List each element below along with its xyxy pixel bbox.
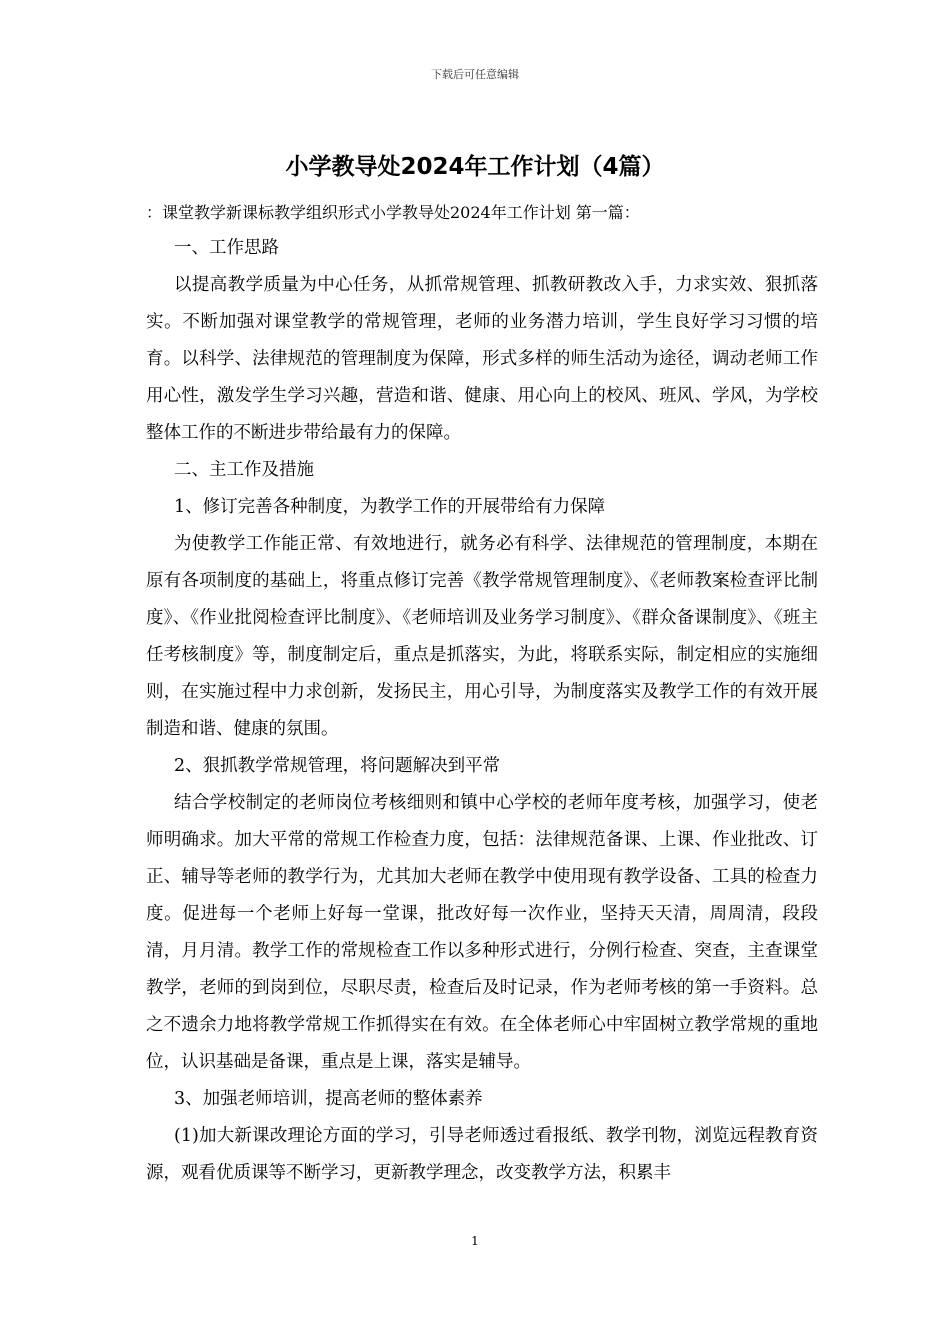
subsection-heading-1: 1、修订完善各种制度，为教学工作的开展带给有力保障	[174, 497, 606, 517]
subsection-heading-2: 2、狠抓教学常规管理，将问题解决到平常	[174, 756, 501, 776]
page-number: 1	[471, 1234, 479, 1248]
paragraph: 为使教学工作能正常、有效地进行，就务必有科学、法律规范的管理制度，本期在原有各项制度的基础上，将重点修订完善《教学常规管理制度》、《老师教案检查评比制度》、《作业批阅检查评比制度》、《老师培训及业务学习制度》、《群众备课制度》、《班主任考核制度》等，制度制定后，重点是抓落实，为此，将联系实际，制定相应的实施细则，在实施过程中力求创新，发扬民主，用心引导，为制度落实及教学工作的有效开展制造和谐、健康的氛围。	[146, 534, 818, 739]
section-heading-2: 二、主工作及措施	[174, 460, 314, 480]
subtitle-line: ：课堂教学新课标教学组织形式小学教导处2024年工作计划 第一篇：	[146, 203, 640, 222]
document-title: 小学教导处2024年工作计划（4篇）	[285, 154, 665, 180]
paragraph: (1)加大新课改理论方面的学习，引导老师透过看报纸、教学刊物，浏览远程教育资源，观看优质课等不断学习，更新教学理念，改变教学方法，积累丰	[146, 1126, 818, 1183]
section-heading-1: 一、工作思路	[174, 238, 279, 258]
paragraph: 以提高教学质量为中心任务，从抓常规管理、抓教研教改入手，力求实效、狠抓落实。不断加强对课堂教学的常规管理，老师的业务潜力培训，学生良好学习习惯的培育。以科学、法律规范的管理制度为保障，形式多样的师生活动为途径，调动老师工作用心性，激发学生学习兴趣，营造和谐、健康、用心向上的校风、班风、学风，为学校整体工作的不断进步带给最有力的保障。	[146, 275, 818, 443]
paragraph: 结合学校制定的老师岗位考核细则和镇中心学校的老师年度考核，加强学习，使老师明确求。加大平常的常规工作检查力度，包括：法律规范备课、上课、作业批改、订正、辅导等老师的教学行为，尤其加大老师在教学中使用现有教学设备、工具的检查力度。促进每一个老师上好每一堂课，批改好每一次作业，坚持天天清，周周清，段段清，月月清。教学工作的常规检查工作以多种形式进行，分例行检查、突查，主查课堂教学，老师的到岗到位，尽职尽责，检查后及时记录，作为老师考核的第一手资料。总之不遗余力地将教学常规工作抓得实在有效。在全体老师心中牢固树立教学常规的重地位，认识基础是备课，重点是上课，落实是辅导。	[146, 793, 818, 1072]
subsection-heading-3: 3、加强老师培训，提高老师的整体素养	[174, 1089, 483, 1109]
document-body	[146, 198, 818, 1192]
header-note: 下载后可任意编辑	[431, 68, 519, 81]
